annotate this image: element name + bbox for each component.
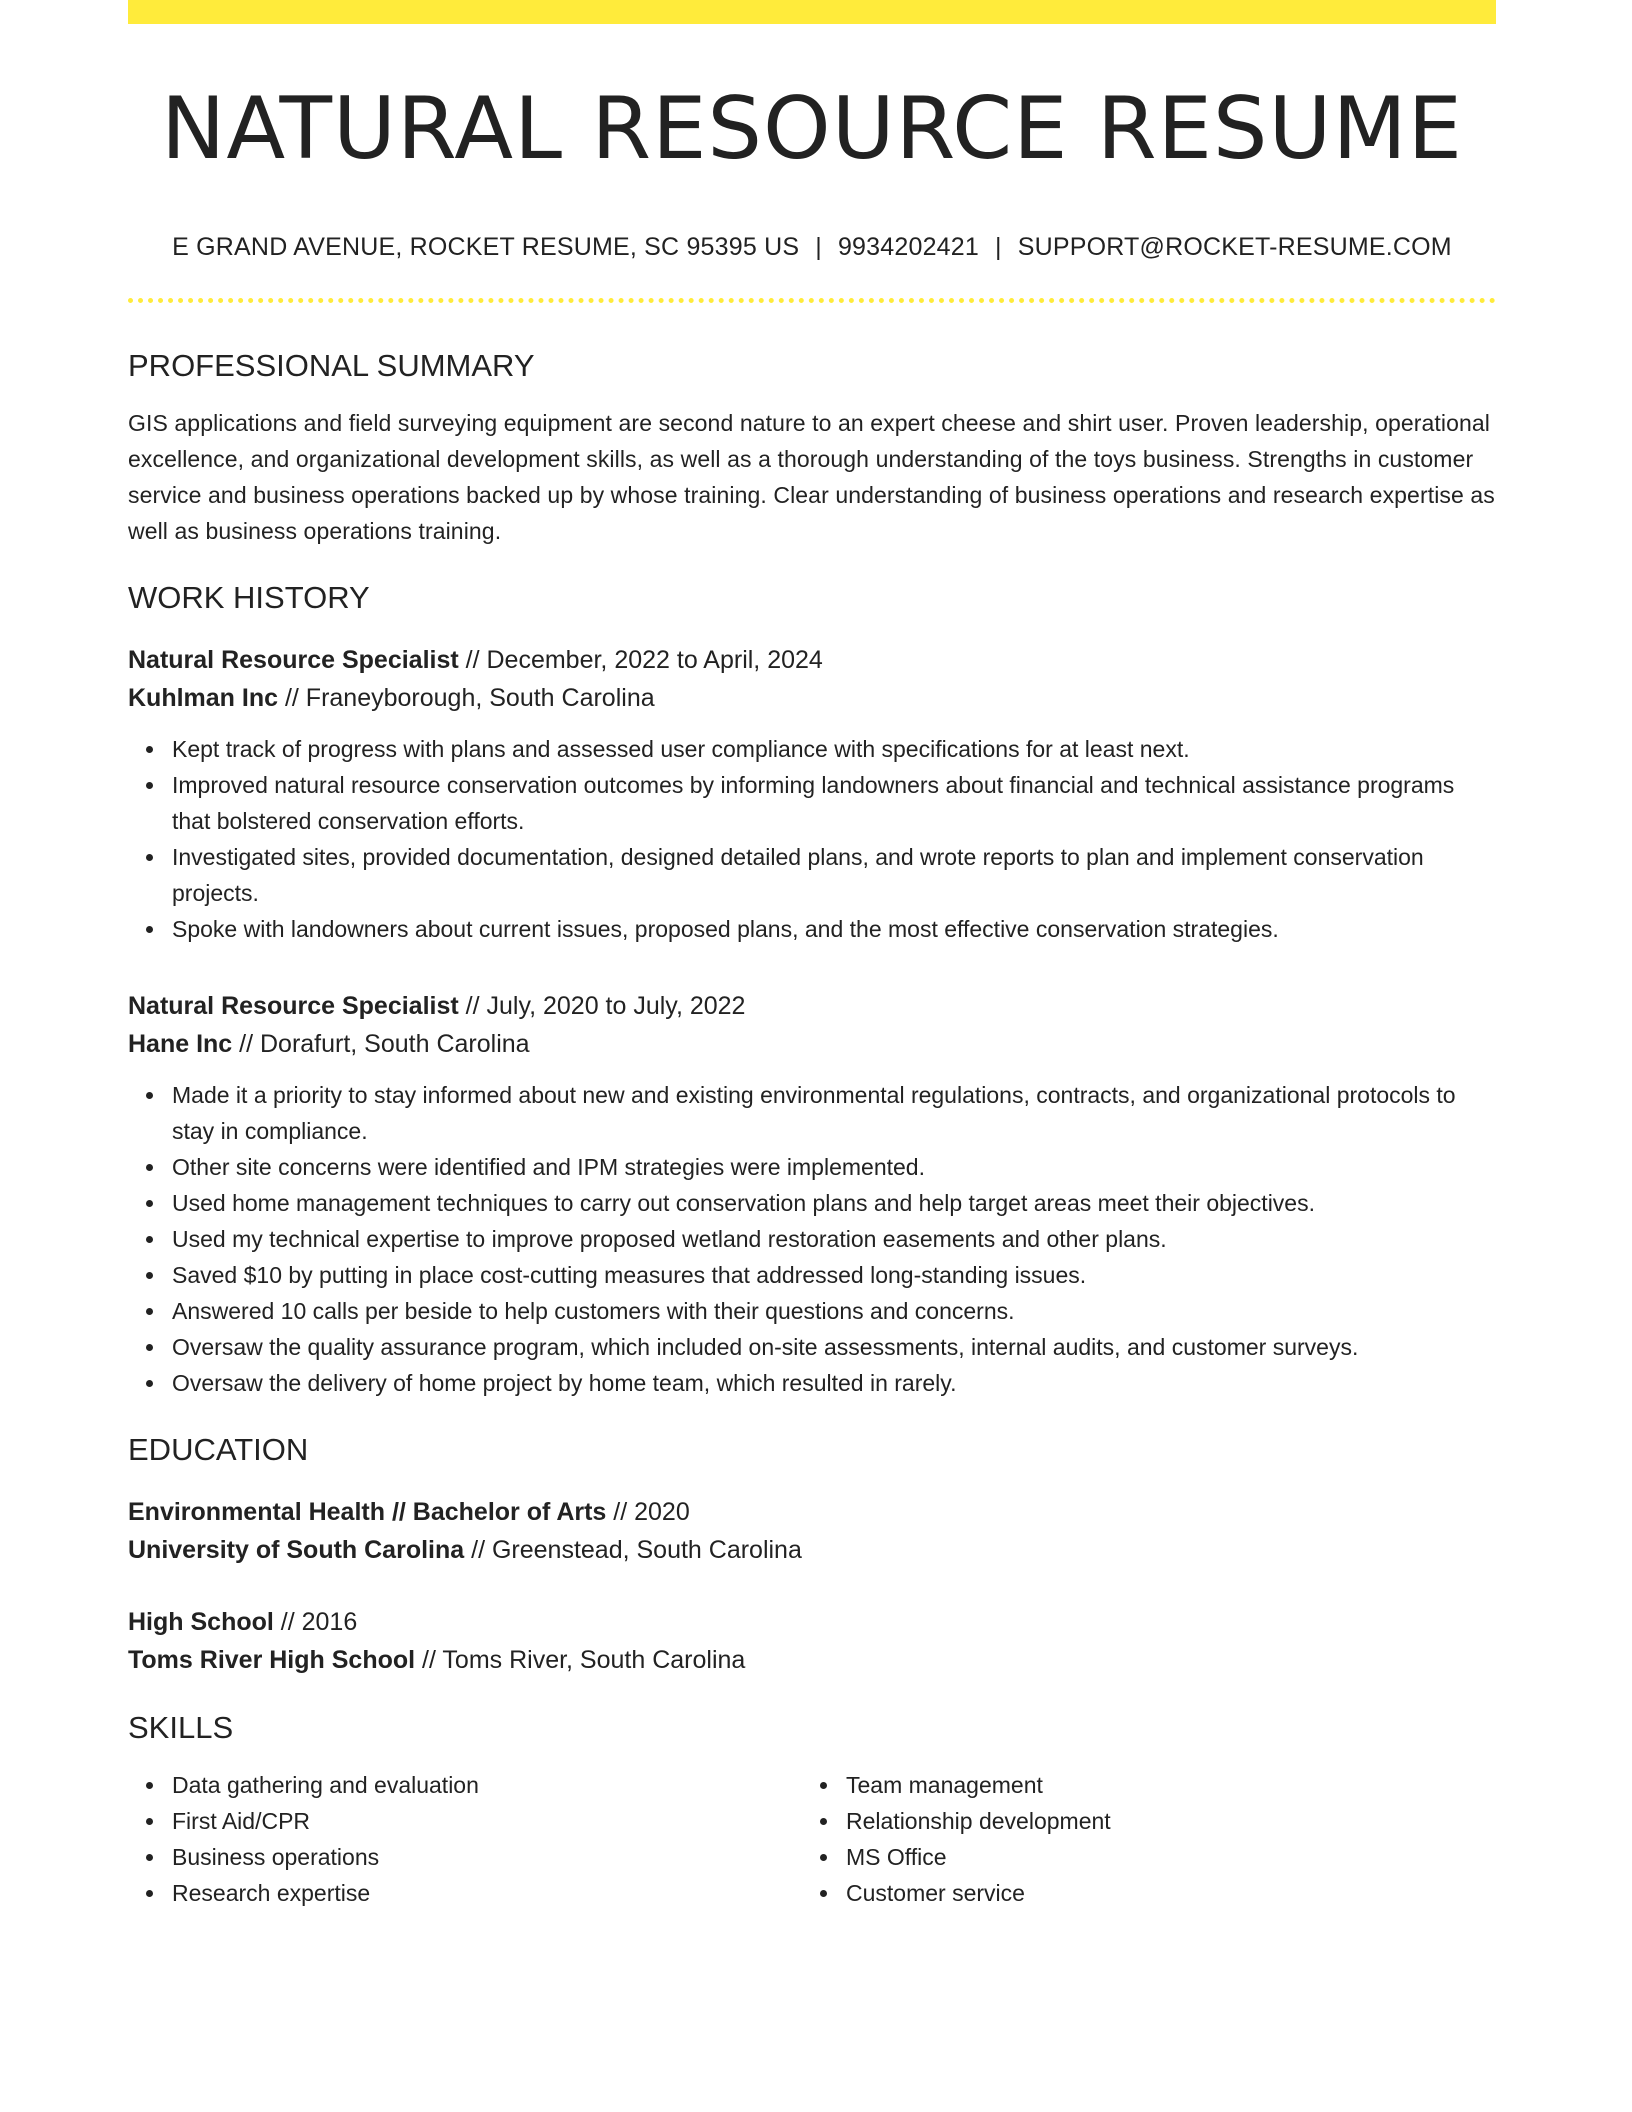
list-item: Spoke with landowners about current issues, proposed plans, and the most effective conservation strategies. xyxy=(172,911,1496,947)
list-item: Improved natural resource conservation outcomes by informing landowners about financial and technical assistance programs that bolstered conservation efforts. xyxy=(172,767,1496,839)
list-item: Oversaw the delivery of home project by home team, which resulted in rarely. xyxy=(172,1365,1496,1401)
work-history-heading: WORK HISTORY xyxy=(128,580,370,615)
job-location: // Dorafurt, South Carolina xyxy=(232,1030,530,1058)
degree-year: // 2016 xyxy=(273,1608,358,1636)
skills-heading: SKILLS xyxy=(128,1710,234,1745)
education-entry xyxy=(128,1493,1496,1569)
skill-item: Team management xyxy=(846,1767,1476,1803)
contact-address: E GRAND AVENUE, ROCKET RESUME, SC 95395 US xyxy=(172,233,800,261)
school-location: // Toms River, South Carolina xyxy=(415,1646,746,1674)
skill-item: Relationship development xyxy=(846,1803,1476,1839)
skills-list-right xyxy=(802,1767,1476,1911)
resume-page xyxy=(128,0,1496,1911)
job-company: Kuhlman Inc xyxy=(128,684,279,712)
contact-phone: 9934202421 xyxy=(837,233,979,261)
contact-email: SUPPORT@ROCKET-RESUME.COM xyxy=(1017,233,1452,261)
contact-separator: | xyxy=(815,233,822,261)
skill-item: Data gathering and evaluation xyxy=(172,1767,802,1803)
job-title: Natural Resource Specialist xyxy=(128,646,459,674)
list-item: Oversaw the quality assurance program, which included on-site assessments, internal audits, and customer surveys. xyxy=(172,1329,1496,1365)
degree: Environmental Health // Bachelor of Arts xyxy=(128,1498,607,1526)
degree-year: // 2020 xyxy=(606,1498,690,1526)
job-bullet-list xyxy=(128,731,1496,947)
job-entry xyxy=(128,987,1496,1401)
dotted-divider xyxy=(128,298,1496,303)
school: Toms River High School xyxy=(128,1646,416,1674)
school: University of South Carolina xyxy=(128,1536,465,1564)
skills-list-left xyxy=(128,1767,802,1911)
job-location: // Franeyborough, South Carolina xyxy=(278,684,655,712)
skill-item: Research expertise xyxy=(172,1875,802,1911)
list-item: Kept track of progress with plans and assessed user compliance with specifications for at least next. xyxy=(172,731,1496,767)
list-item: Made it a priority to stay informed about new and existing environmental regulations, contracts, and organizational protocols to stay in compliance. xyxy=(172,1077,1496,1149)
school-location: // Greenstead, South Carolina xyxy=(464,1536,802,1564)
list-item: Used my technical expertise to improve proposed wetland restoration easements and other plans. xyxy=(172,1221,1496,1257)
list-item: Other site concerns were identified and IPM strategies were implemented. xyxy=(172,1149,1496,1185)
list-item: Answered 10 calls per beside to help customers with their questions and concerns. xyxy=(172,1293,1496,1329)
summary-text: GIS applications and field surveying equipment are second nature to an expert cheese and shirt user. Proven leadership, operational excellence, and organizational development skills, as well as a thorough understanding of the toys business. Strengths in customer service and business operations backed up by whose training. Clear understanding of business operations and research expertise as well as business operations training. xyxy=(128,410,1495,544)
skill-item: Business operations xyxy=(172,1839,802,1875)
degree-line xyxy=(128,1493,1496,1531)
school-line xyxy=(128,1531,1496,1569)
job-company: Hane Inc xyxy=(128,1030,233,1058)
job-bullet-list xyxy=(128,1077,1496,1401)
job-title-line xyxy=(128,641,1496,679)
job-dates: // July, 2020 to July, 2022 xyxy=(458,992,746,1020)
skill-item: MS Office xyxy=(846,1839,1476,1875)
page-title: NATURAL RESOURCE RESUME xyxy=(161,79,1463,179)
job-entry xyxy=(128,641,1496,947)
job-title-line xyxy=(128,987,1496,1025)
top-accent-bar xyxy=(128,0,1496,24)
list-item: Saved $10 by putting in place cost-cutting measures that addressed long-standing issues. xyxy=(172,1257,1496,1293)
degree-line xyxy=(128,1603,1496,1641)
list-item: Investigated sites, provided documentation, designed detailed plans, and wrote reports to plan and implement conservation projects. xyxy=(172,839,1496,911)
degree: High School xyxy=(128,1608,274,1636)
skill-item: Customer service xyxy=(846,1875,1476,1911)
job-dates: // December, 2022 to April, 2024 xyxy=(458,646,823,674)
school-line xyxy=(128,1641,1496,1679)
job-company-line xyxy=(128,679,1496,717)
summary-heading: PROFESSIONAL SUMMARY xyxy=(128,348,535,383)
job-company-line xyxy=(128,1025,1496,1063)
skills-columns xyxy=(128,1767,1496,1911)
contact-line xyxy=(128,232,1496,262)
education-entry xyxy=(128,1603,1496,1679)
education-heading: EDUCATION xyxy=(128,1432,309,1467)
contact-separator: | xyxy=(995,233,1002,261)
job-title: Natural Resource Specialist xyxy=(128,992,459,1020)
list-item: Used home management techniques to carry out conservation plans and help target areas meet their objectives. xyxy=(172,1185,1496,1221)
skill-item: First Aid/CPR xyxy=(172,1803,802,1839)
